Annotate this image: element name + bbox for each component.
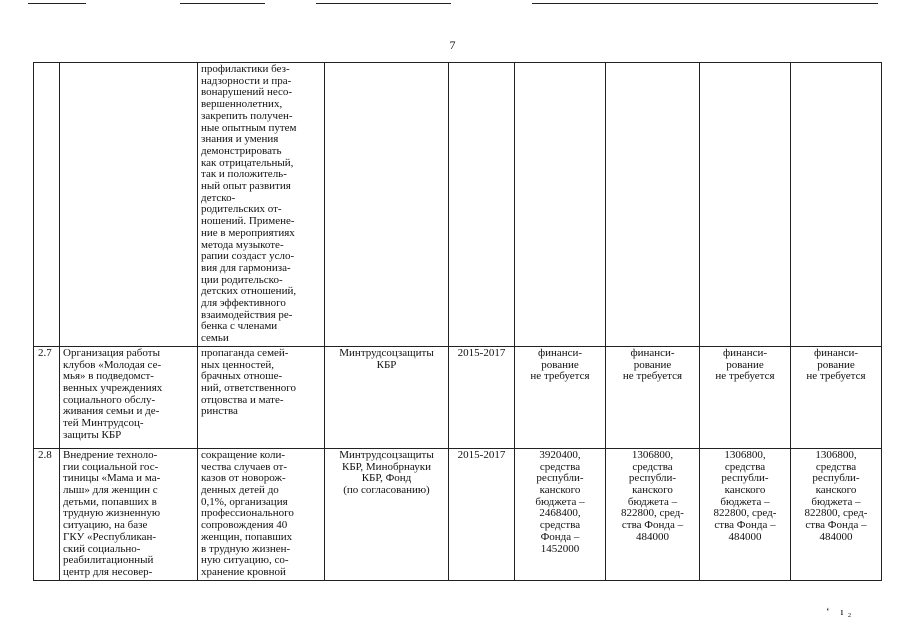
cell-period: 2015-2017 — [449, 448, 515, 580]
cell-line: венных учреждениях — [63, 381, 163, 394]
cell-line: семьи — [201, 332, 229, 345]
cell-executor — [325, 448, 449, 580]
cell-line: демонстрировать — [201, 144, 282, 157]
cell-line: профилактики без- — [201, 63, 290, 75]
cell-fin-total — [515, 346, 606, 448]
table-row — [34, 346, 882, 448]
cell-line: КБР, Фонд — [361, 472, 412, 485]
cell-line: живания семьи и де- — [63, 405, 160, 418]
cell-line: 822800, сред- — [621, 507, 684, 520]
header-rule-3 — [316, 3, 451, 4]
cell-line: детско- — [201, 191, 236, 204]
cell-fin-2016 — [700, 448, 791, 580]
header-rule-1 — [28, 3, 86, 4]
cell-line: реабилитационный — [63, 554, 154, 567]
cell-line: 822800, сред- — [804, 507, 868, 520]
cell-line: брачных отноше- — [201, 370, 283, 383]
cell-line: 822800, сред- — [713, 507, 777, 520]
cell-line: 484000 — [819, 530, 853, 543]
cell-line: республи- — [628, 472, 677, 485]
cell-line: бюджета – — [627, 495, 678, 508]
cell-line: метода музыкоте- — [201, 238, 284, 251]
header-rule-4 — [532, 3, 878, 4]
page-number: 7 — [449, 38, 456, 52]
cell-result — [198, 448, 325, 580]
cell-line: 3920400, — [539, 448, 581, 461]
cell-line: гии социальной гос- — [63, 460, 159, 473]
cell-line: женщин, попавших — [201, 530, 293, 543]
cell-line: детьми, попавших в — [63, 495, 157, 508]
table-row-continued — [34, 63, 882, 347]
cell-line: 1452000 — [540, 542, 580, 555]
cell-line: 484000 — [636, 530, 669, 543]
cell-fin-2015 — [606, 63, 700, 347]
cell-line: рование — [541, 358, 579, 371]
cell-line: средства — [539, 460, 581, 473]
cell-line: так и положитель- — [201, 168, 287, 181]
cell-line: 0,1%, организация — [201, 495, 288, 508]
cell-line: рование — [817, 358, 855, 371]
cell-line: мья» в подведомст- — [63, 370, 154, 383]
cell-line: ние в мероприятиях — [201, 226, 295, 239]
cell-line: (по согласованию) — [343, 483, 430, 496]
cell-fin-2017 — [791, 448, 882, 580]
cell-line: рование — [633, 358, 672, 371]
cell-line: Минтрудсоцзащиты — [339, 346, 434, 359]
cell-line: рапии создаст усло- — [201, 250, 295, 263]
program-table — [33, 62, 882, 581]
cell-line: ный опыт развития — [201, 180, 291, 193]
cell-line: тей Минтрудсоц- — [63, 417, 144, 430]
cell-line: не требуется — [715, 370, 775, 383]
cell-line: родительских от- — [201, 203, 282, 216]
cell-result — [198, 63, 325, 347]
cell-period — [449, 63, 515, 347]
cell-line: Минтрудсоцзащиты — [339, 448, 434, 461]
cell-fin-2016 — [700, 346, 791, 448]
cell-line: ГКУ «Республикан- — [63, 530, 157, 543]
cell-line: республи- — [536, 472, 584, 485]
cell-line: ных ценностей, — [201, 358, 275, 371]
cell-line: вонарушений несо- — [201, 86, 293, 99]
cell-line: ства Фонда – — [621, 519, 684, 532]
cell-line: бюджета – — [811, 495, 861, 508]
cell-line: канского — [539, 483, 581, 496]
cell-fin-total — [515, 63, 606, 347]
cell-line: средства — [539, 519, 581, 532]
cell-line: средства — [815, 460, 857, 473]
cell-line: ства Фонда – — [805, 519, 867, 532]
cell-line: финанси- — [722, 346, 768, 359]
row-number: 2.8 — [34, 448, 60, 580]
cell-line: сопровождения 40 — [201, 519, 288, 532]
cell-line: защиты КБР — [63, 428, 122, 441]
cell-line: ства Фонда – — [714, 519, 776, 532]
cell-line: закрепить получен- — [201, 109, 293, 122]
cell-line: отцовства и мате- — [201, 393, 284, 406]
cell-line: средства — [632, 460, 673, 473]
cell-line: знания и умения — [201, 133, 279, 146]
cell-line: бюджета – — [720, 495, 770, 508]
cell-line: ции родительско- — [201, 273, 283, 286]
cell-line: ные опытным путем — [201, 121, 297, 134]
cell-line: средства — [724, 460, 766, 473]
cell-line: для эффективного — [201, 297, 286, 310]
cell-fin-2015 — [606, 346, 700, 448]
cell-line: финанси- — [813, 346, 859, 359]
cell-line: тиницы «Мама и ма- — [63, 472, 161, 485]
cell-line: КБР, Минобрнауки — [342, 460, 431, 473]
cell-line: пропаганда семей- — [201, 346, 289, 359]
cell-period: 2015-2017 — [449, 346, 515, 448]
cell-line: ний, ответственного — [201, 381, 296, 394]
cell-line: трудную жизненную — [63, 507, 161, 520]
cell-line: республи- — [721, 472, 769, 485]
cell-line: как отрицательный, — [201, 156, 294, 169]
cell-measure — [60, 346, 198, 448]
scan-mark: ‘ ı₂ — [826, 606, 856, 618]
cell-line: канского — [724, 483, 766, 496]
cell-line: ношений. Примене- — [201, 215, 295, 228]
header-rule-2 — [180, 3, 265, 4]
cell-line: канского — [632, 483, 673, 496]
cell-line: Внедрение техноло- — [63, 448, 158, 461]
cell-line: 1306800, — [631, 448, 674, 461]
cell-line: бюджета – — [535, 495, 585, 508]
cell-result — [198, 346, 325, 448]
cell-line: сокращение коли- — [201, 448, 286, 461]
cell-line: профессионального — [201, 507, 294, 520]
cell-fin-2016 — [700, 63, 791, 347]
cell-line: 2468400, — [539, 507, 581, 520]
cell-line: канского — [815, 483, 857, 496]
cell-fin-2017 — [791, 346, 882, 448]
row-number: 2.7 — [34, 346, 60, 448]
cell-measure — [60, 448, 198, 580]
cell-line: не требуется — [806, 370, 866, 383]
cell-line: чества случаев от- — [201, 460, 287, 473]
cell-line: взаимодействия ре- — [201, 308, 293, 321]
cell-fin-total — [515, 448, 606, 580]
cell-line: ситуацию, на базе — [63, 519, 148, 532]
cell-executor — [325, 63, 449, 347]
cell-line: не требуется — [530, 370, 590, 383]
cell-line: вия для гармониза- — [201, 261, 291, 274]
cell-line: рование — [726, 358, 764, 371]
cell-line: ную ситуацию, со- — [201, 554, 289, 567]
cell-line: 1306800, — [724, 448, 766, 461]
cell-line: денных детей до — [201, 483, 279, 496]
table-row — [34, 448, 882, 580]
cell-line: ский социально- — [63, 542, 141, 555]
cell-line: центр для несовер- — [63, 565, 153, 578]
cell-measure — [60, 63, 198, 347]
cell-line: не требуется — [622, 370, 683, 383]
cell-line: бенка с членами — [201, 320, 278, 333]
cell-line: ринства — [201, 405, 238, 418]
cell-executor — [325, 346, 449, 448]
cell-line: детских отношений, — [201, 285, 297, 298]
cell-num — [34, 63, 60, 347]
cell-line: вершеннолетних, — [201, 98, 283, 111]
cell-line: 1306800, — [815, 448, 857, 461]
cell-line: клубов «Молодая се- — [63, 358, 162, 371]
cell-line: финанси- — [537, 346, 583, 359]
cell-line: в трудную жизнен- — [201, 542, 291, 555]
cell-line: 484000 — [728, 530, 762, 543]
cell-line: социального обслу- — [63, 393, 156, 406]
cell-line: хранение кровной — [201, 565, 286, 578]
cell-fin-2017 — [791, 63, 882, 347]
cell-line: казов от новорож- — [201, 472, 286, 485]
cell-line: надзорности и пра- — [201, 74, 292, 87]
cell-line: финанси- — [630, 346, 675, 359]
cell-line: Организация работы — [63, 346, 160, 359]
cell-line: республи- — [812, 472, 860, 485]
cell-fin-2015 — [606, 448, 700, 580]
cell-line: лыш» для женщин с — [63, 483, 158, 496]
cell-line: КБР — [376, 358, 397, 371]
cell-line: Фонда – — [540, 530, 580, 543]
